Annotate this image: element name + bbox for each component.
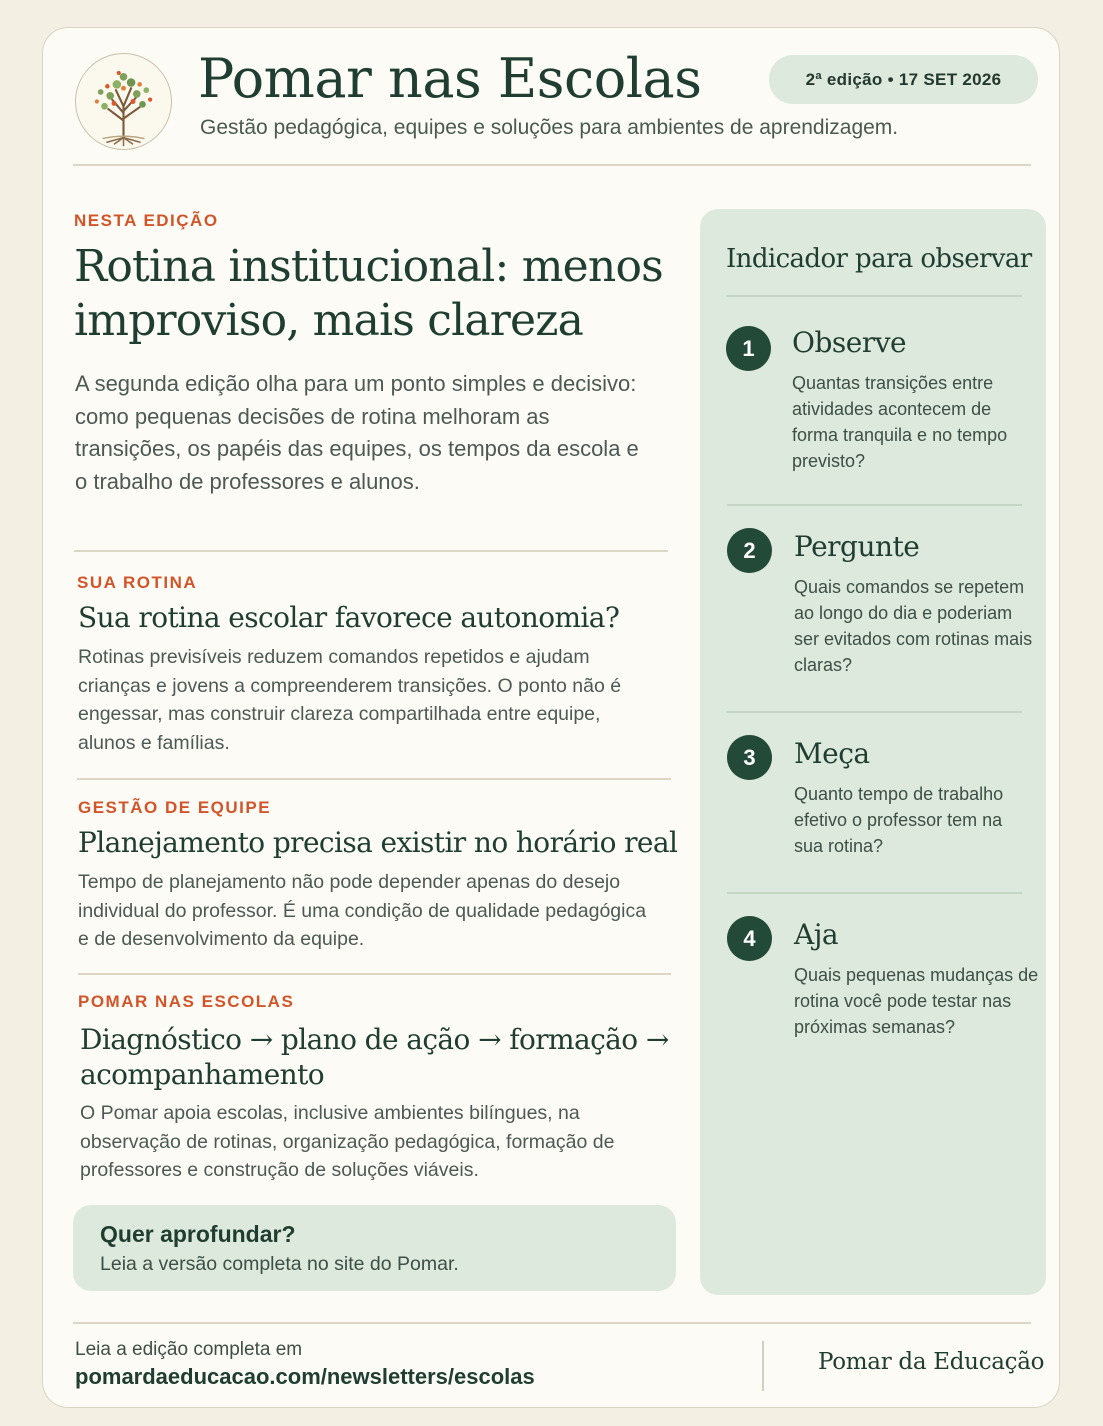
step-text: Quanto tempo de trabalho efetivo o professor tem na sua rotina?: [794, 784, 1004, 856]
step-title: Aja: [794, 918, 839, 951]
section-title: Planejamento precisa existir no horário real: [78, 826, 678, 859]
section-body: Rotinas previsíveis reduzem comandos repetidos e ajudam crianças e jovens a compreenderem transições. O ponto não é engessar, mas construir clareza compartilhada entre equipe, alunos e famílias.: [78, 646, 622, 754]
tree-icon: [75, 53, 172, 150]
section-title: Sua rotina escolar favorece autonomia?: [78, 601, 620, 634]
sidebar-divider: [727, 295, 1022, 297]
hero-body: A segunda edição olha para um ponto simples e decisivo: como pequenas decisões de rotina melhoram as transições, os papéis das equipes, os tempos da escola e o trabalho de professores e alunos.: [75, 371, 639, 494]
section-kicker: GESTÃO DE EQUIPE: [78, 798, 272, 817]
section-kicker: SUA ROTINA: [77, 573, 198, 592]
footer-label: Leia a edição completa em: [75, 1339, 303, 1360]
step-text: Quais pequenas mudanças de rotina você pode testar nas próximas semanas?: [794, 965, 1039, 1037]
footer-brand: Pomar da Educação: [818, 1349, 1045, 1375]
step-title: Pergunte: [794, 530, 920, 563]
section-title: Diagnóstico → plano de ação → formação → acompanhamento: [80, 1023, 669, 1091]
step-number-badge: 1: [726, 326, 771, 371]
step-title: Observe: [792, 326, 907, 359]
header-divider: [73, 164, 1031, 166]
footer-divider: [73, 1322, 1031, 1324]
sidebar-divider: [727, 711, 1022, 713]
section-kicker: POMAR NAS ESCOLAS: [78, 992, 295, 1011]
hero-title: [74, 240, 674, 348]
step-number-badge: 2: [727, 528, 772, 573]
sidebar-heading: Indicador para observar: [726, 244, 1032, 274]
cta-box[interactable]: [73, 1205, 676, 1291]
hero-title-line: Rotina institucional: menos: [74, 241, 663, 292]
step-title: Meça: [794, 737, 870, 770]
footer-link[interactable]: pomardaeducacao.com/newsletters/escolas: [75, 1364, 535, 1389]
edition-badge: 2ª edição • 17 SET 2026: [769, 55, 1038, 104]
step-text: Quantas transições entre atividades acontecem de forma tranquila e no tempo previsto?: [792, 373, 1008, 471]
section-body: Tempo de planejamento não pode depender apenas do desejo individual do professor. É uma condição de qualidade pedagógica e de desenvolvimento da equipe.: [78, 871, 647, 950]
cta-text: Leia a versão completa no site do Pomar.: [100, 1253, 459, 1275]
sidebar-divider: [727, 892, 1022, 894]
footer-vertical-divider: [762, 1341, 764, 1391]
step-text: Quais comandos se repetem ao longo do dia e poderiam ser evitados com rotinas mais claras?: [794, 577, 1033, 675]
step-number-badge: 3: [727, 735, 772, 780]
section-divider: [74, 550, 668, 552]
section-divider: [77, 778, 671, 780]
masthead-tagline: Gestão pedagógica, equipes e soluções para ambientes de aprendizagem.: [200, 116, 899, 139]
hero-title-line: improviso, mais clareza: [74, 295, 584, 346]
section-body: O Pomar apoia escolas, inclusive ambientes bilíngues, na observação de rotinas, organização pedagógica, formação de professores e construção de soluções viáveis.: [80, 1102, 615, 1181]
sidebar-divider: [727, 504, 1022, 506]
hero-kicker: NESTA EDIÇÃO: [74, 211, 219, 230]
step-number-badge: 4: [727, 916, 772, 961]
masthead-title: Pomar nas Escolas: [198, 47, 702, 110]
cta-title: Quer aprofundar?: [100, 1221, 296, 1247]
section-divider: [78, 973, 671, 975]
